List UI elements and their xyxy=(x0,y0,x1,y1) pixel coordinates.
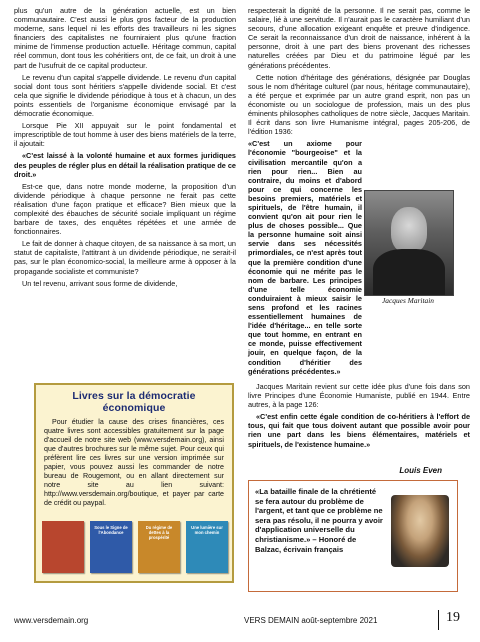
paragraph: Est-ce que, dans notre monde moderne, la proposition d'un dividende périodique à chaque personne ne ferait pas cette réalisation d'une façon pratique et efficace? Bien mieux que la complexité des ébauches de sécurité sociale impliquant un régime barbare de taxes, des enquêtes répétées et une armée de fonctionnaires. xyxy=(14,181,236,237)
footer-site-link[interactable]: www.versdemain.org xyxy=(14,616,89,625)
maritain-quote: «C'est un axiome pour l'économie "bourgeoise" et la civilisation mercantile qu'on a rien pour rien... Bien au contraire, du moins et d'abord pour ce qui concerne les besoins premiers, matériels et spirituels, de l'être humain, il convient qu'on ait pour rien le plus de choses possible... Que la personne humaine soit ainsi servie dans ses nécessités primordiales, ce n'est après tout que la première condition d'une économie qui ne mérite pas le nom de barbare. Les principes d'une telle économie conduiraient à mieux saisir le sens profond et les racines essentiellement humaines de l'idée d'héritage... en telle sorte que tout homme, en entrant en ce monde, puisse effectivement jouir, en quelque façon, de la condition d'héritier des générations précédentes.» xyxy=(248,139,362,376)
sidebar-title: Livres sur la démocratie économique xyxy=(72,390,196,414)
book-cover[interactable]: Une lumière sur mon chemin xyxy=(186,521,228,573)
page-number: 19 xyxy=(446,610,460,625)
footer-magazine: VERS DEMAIN août-septembre 2021 xyxy=(244,616,378,625)
footer-divider xyxy=(438,610,439,630)
paragraph: Le fait de donner à chaque citoyen, de sa naissance à sa mort, un statut de capitaliste, l'attitrant à un dividende périodique, ne serait-il pas, sur le plan économico-social, la meilleure arme à opposer à la propagande socialiste et communiste? xyxy=(14,239,236,276)
book-cover[interactable]: Sous le Signe de l'Abondance xyxy=(90,521,132,573)
paragraph: Jacques Maritain revient sur cette idée plus d'une fois dans son livre Principes d'une Économie Humaniste, publié en 1944. Entre autres, à la page 126: xyxy=(248,382,470,410)
book-covers xyxy=(42,521,228,573)
page-footer xyxy=(0,610,480,630)
paragraph: respecterait la dignité de la personne. Il ne serait pas, comme le salaire, lié à une servitude. Il n'aurait pas le caractère humiliant d'un secours, d'une allocation exigeant enquête et preuve d'indigence. Ce serait la reconnaissance d'un droit de naissance, inhérent à la personne, droit à une part des biens provenant des richesses naturelles créées par Dieu et du patrimoine légué par les générations précédentes. xyxy=(248,6,470,70)
paragraph: plus qu'un autre de la génération actuelle, est un bien communautaire. C'est aussi le plus gros facteur de la production moderne, sans lequel ni les efforts des travailleurs ni les signes financiers des capitalistes ne fourniraient plus qu'une fraction minime de l'immense production actuelle. Héritage commun, capital réel commun, dont tous les cohéritiers ont, de ce fait, un droit à une part de l'usufruit de ce capital producteur. xyxy=(14,6,236,70)
maritain-photo xyxy=(364,190,454,296)
paragraph: Cette notion d'héritage des générations, désignée par Douglas sous le nom d'héritage culturel (par nous, héritage communautaire), a été perçue et exprimée par un autre grand esprit, non pas un économiste ou un sociologue de profession, mais un des plus éminents philosophes catholiques de notre siècle, Jacques Maritain. Il écrit dans son livre Humanisme intégral, pages 205-206, de l'édition 1936: xyxy=(248,72,470,137)
left-column xyxy=(14,6,236,291)
right-column-lower xyxy=(248,382,470,452)
article-author: Louis Even xyxy=(399,466,442,475)
photo-caption: Jacques Maritain xyxy=(382,296,434,305)
paragraph: Lorsque Pie XII appuyait sur le point fondamental et imprescriptible de tout homme à user des biens matériels de la terre, il ajoutait: xyxy=(14,121,236,149)
paragraph: Un tel revenu, arrivant sous forme de dividende, xyxy=(22,278,178,288)
pius-quote: «C'est laissé à la volonté humaine et aux formes juridiques des peuples de régler plus en détail la réalisation pratique de ce droit.» xyxy=(14,151,236,179)
paragraph: Le revenu d'un capital s'appelle dividende. Le revenu d'un capital social dont tous sont héritiers s'appelle dividende social. Et c'est cela que signifie le dividende périodique à tous et à chacun, un des points essentiels de l'organisme économique envisagé par la démocratie économique. xyxy=(14,72,236,119)
maritain-quote-2: «C'est enfin cette égale condition de co-héritiers à l'effort de tous, qui fait que tous doivent autant que possible avoir pour rien une part dans les biens élémentaires, matériels et spirituels, de l'existence humaine.» xyxy=(248,412,470,449)
balzac-quote: «La bataille finale de la chrétienté se fera autour du problème de l'argent, et tant que ce problème ne sera pas résolu, il ne pourra y avoir d'application universelle du christianisme.» – Honoré de Balzac, écrivain français xyxy=(255,487,383,554)
balzac-portrait xyxy=(391,495,449,567)
sidebar-text: Pour étudier la cause des crises financières, ces quatre livres sont accessibles gratuitement sur la page d'accueil de notre site web (www.versdemain.org), ainsi que d'autres brochures sur le même sujet. Pour ceux qui préfèrent lire ces livres sur une version imprimée sur papier, vous pouvez aussi les commander de notre bureau de Rougemont, ou en allant directement sur notre site au lien suivant: http://www.versdemain.org/boutique, et payer par carte de crédit ou paypal. xyxy=(44,418,224,507)
books-sidebar xyxy=(34,383,234,583)
book-cover[interactable]: Du régime de dettes à la prospérité xyxy=(138,521,180,573)
book-cover[interactable] xyxy=(42,521,84,573)
balzac-quote-box xyxy=(248,480,458,592)
